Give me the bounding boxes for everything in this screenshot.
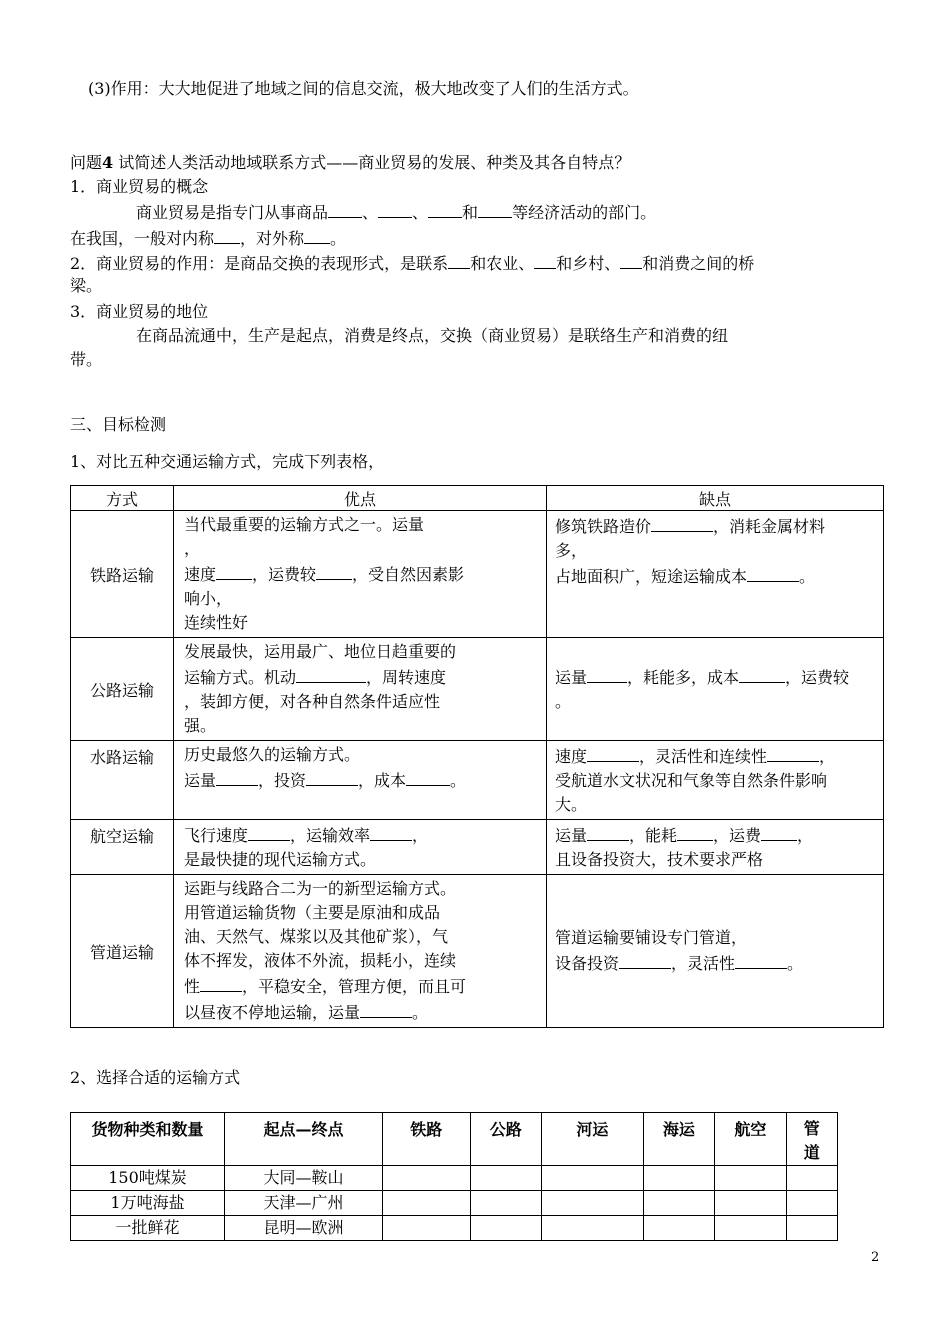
disadvantages-cell: 管道运输要铺设专门管道， 设备投资 ，灵活性 。 [547,875,884,1028]
blank[interactable] [216,561,252,580]
concept-line-2: 在我国，一般对内称 ，对外称 。 [70,225,346,251]
table-row-water [71,741,884,820]
answer-cell[interactable] [542,1216,644,1241]
blank[interactable] [216,767,258,786]
header-river: 河运 [542,1113,644,1166]
blank[interactable] [735,950,787,969]
answer-cell[interactable] [643,1166,714,1191]
blank[interactable] [370,822,412,841]
answer-cell[interactable] [643,1216,714,1241]
blank[interactable] [428,199,462,218]
mode-name: 公路运输 [71,638,174,741]
answer-cell[interactable] [383,1216,471,1241]
status-heading: 3．商业贸易的地位 [70,302,209,321]
header-mode: 方式 [71,486,174,511]
blank[interactable] [406,767,450,786]
table-row-pipeline [71,875,884,1028]
answer-cell[interactable] [383,1166,471,1191]
answer-cell[interactable] [715,1216,786,1241]
mode-name: 水路运输 [71,741,174,820]
blank[interactable] [448,250,470,269]
question-1: 1、对比五种交通运输方式，完成下列表格， [70,452,385,471]
answer-cell[interactable] [786,1191,837,1216]
blank[interactable] [534,250,556,269]
disadvantages-cell: 运量 ，耗能多，成本 ，运费较 。 [547,638,884,741]
header-road: 公路 [470,1113,541,1166]
blank[interactable] [304,225,330,244]
answer-cell[interactable] [715,1166,786,1191]
concept-line-1: 商业贸易是指专门从事商品 、 、 和 等经济活动的部门。 [136,199,656,225]
blank[interactable] [677,822,713,841]
header-sea: 海运 [643,1113,714,1166]
mode-name: 管道运输 [71,875,174,1028]
mode-name: 铁路运输 [71,511,174,638]
blank[interactable] [761,822,797,841]
answer-cell[interactable] [786,1216,837,1241]
answer-cell[interactable] [470,1216,541,1241]
blank[interactable] [378,199,412,218]
table-row [71,1216,838,1241]
blank[interactable] [478,199,512,218]
table-header-row [71,1113,838,1166]
blank[interactable] [739,664,785,683]
section-title: 三、目标检测 [70,415,167,434]
blank[interactable] [296,664,366,683]
transport-comparison-table [70,485,884,1028]
q4-prefix: 问题 [70,153,103,172]
answer-cell[interactable] [786,1166,837,1191]
blank[interactable] [620,250,642,269]
blank[interactable] [747,563,799,582]
status-line-2: 带。 [70,350,103,369]
blank[interactable] [306,767,358,786]
blank[interactable] [651,513,713,532]
table-row [71,1191,838,1216]
answer-cell[interactable] [542,1166,644,1191]
blank[interactable] [328,199,362,218]
goods-cell: 一批鲜花 [71,1216,225,1241]
table-row [71,1166,838,1191]
blank[interactable] [200,973,242,992]
advantages-cell: 历史最悠久的运输方式。 运量 ，投资 ，成本 。 [174,741,547,820]
status-line-1: 在商品流通中，生产是起点，消费是终点，交换（商业贸易）是联络生产和消费的纽 [136,326,729,345]
table-row-rail [71,511,884,638]
concept-heading: 1．商业贸易的概念 [70,177,209,196]
page-number: 2 [871,1250,880,1265]
advantages-cell: 飞行速度 ，运输效率 ， 是最快捷的现代运输方式。 [174,820,547,875]
blank[interactable] [587,664,627,683]
mode-name: 航空运输 [71,820,174,875]
question-2: 2、选择合适的运输方式 [70,1068,241,1087]
answer-cell[interactable] [715,1191,786,1216]
answer-cell[interactable] [542,1191,644,1216]
header-route: 起点—终点 [225,1113,383,1166]
disadvantages-cell: 速度 ，灵活性和连续性 ， 受航道水文状况和气象等自然条件影响 大。 [547,741,884,820]
table-row-air [71,820,884,875]
header-disadvantages: 缺点 [547,486,884,511]
intro-line: (3)作用：大大地促进了地域之间的信息交流，极大地改变了人们的生活方式。 [88,79,639,98]
answer-cell[interactable] [643,1191,714,1216]
blank[interactable] [587,822,629,841]
advantages-cell: 发展最快，运用最广、地位日趋重要的 运输方式。机动 ，周转速度 ，装卸方便，对各种自然条件适应性 强。 [174,638,547,741]
blank[interactable] [587,743,639,762]
header-advantages: 优点 [174,486,547,511]
header-goods: 货物种类和数量 [71,1113,225,1166]
header-rail: 铁路 [383,1113,471,1166]
goods-cell: 1万吨海盐 [71,1191,225,1216]
route-cell: 天津—广州 [225,1191,383,1216]
advantages-cell: 当代最重要的运输方式之一。运量 ， 速度 ，运费较 ，受自然因素影 响小， 连续性好 [174,511,547,638]
transport-choice-table [70,1112,838,1241]
answer-cell[interactable] [383,1191,471,1216]
role-line-1: 2．商业贸易的作用：是商品交换的表现形式，是联系 和农业、 和乡村、 和消费之间的桥 [70,250,754,276]
blank[interactable] [248,822,290,841]
table-header-row [71,486,884,511]
blank[interactable] [214,225,240,244]
blank[interactable] [767,743,819,762]
goods-cell: 150吨煤炭 [71,1166,225,1191]
disadvantages-cell: 运量 ，能耗 ，运费 ， 且设备投资大，技术要求严格 [547,820,884,875]
blank[interactable] [360,999,412,1018]
q4-number: 4 [102,153,114,172]
answer-cell[interactable] [470,1166,541,1191]
route-cell: 昆明—欧洲 [225,1216,383,1241]
blank[interactable] [619,950,671,969]
disadvantages-cell: 修筑铁路造价 ，消耗金属材料 多， 占地面积广，短途运输成本 。 [547,511,884,638]
advantages-cell: 运距与线路合二为一的新型运输方式。 用管道运输货物（主要是原油和成品 油、天然气、煤浆以及其他矿浆），气 体不挥发，液体不外流，损耗小，连续 性 ，平稳安全，管理方便，而且可 以昼夜不停地运输，运量 。 [174,875,547,1028]
table-row-road [71,638,884,741]
route-cell: 大同—鞍山 [225,1166,383,1191]
answer-cell[interactable] [470,1191,541,1216]
header-air: 航空 [715,1113,786,1166]
q4-text: 试简述人类活动地域联系方式——商业贸易的发展、种类及其各自特点？ [118,153,631,172]
role-line-2: 梁。 [70,276,103,295]
question-4 [70,151,630,175]
header-pipeline: 管道 [786,1113,837,1166]
blank[interactable] [316,561,352,580]
